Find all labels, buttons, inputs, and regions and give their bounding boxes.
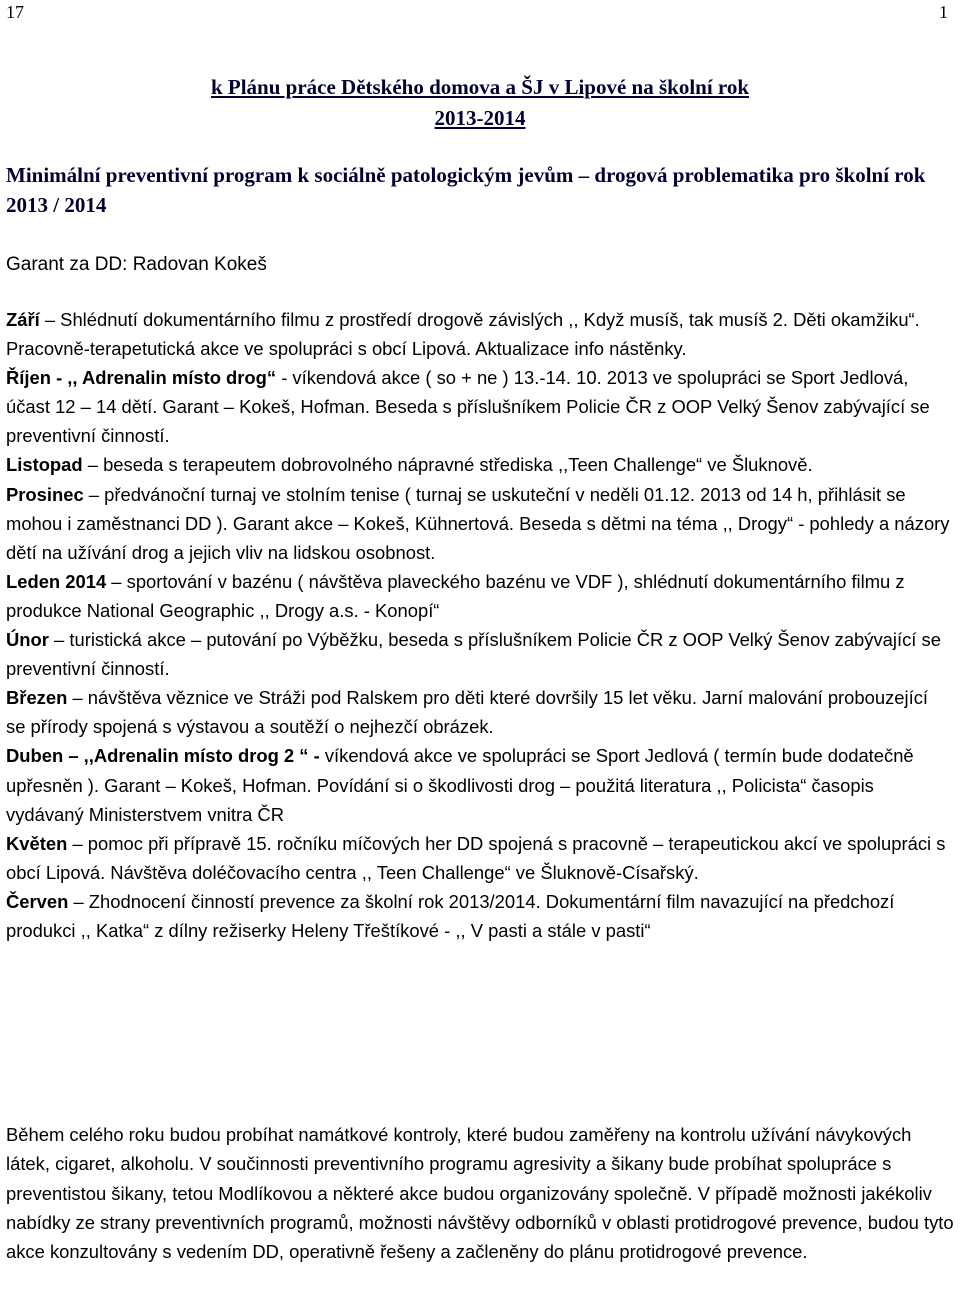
plan-entry-october <box>6 363 952 450</box>
plan-entry-april <box>6 741 952 828</box>
month-label: Leden 2014 <box>6 570 107 592</box>
month-label: Únor <box>6 629 49 651</box>
entry-text: – předvánoční turnaj ve stolním tenise ( turnaj se uskuteční v neděli 01.12. 2013 od 14 h, přihlásit se mohou i zaměstnanci DD ). Garant akce – Kokeš, Kühnertová. Beseda s dětmi na téma ,, Drogy“ - pohledy a názory dětí na užívání drog a jejich vliv na lidskou osobnost. <box>6 483 950 563</box>
month-label: Listopad <box>6 454 83 476</box>
entry-text: – návštěva věznice ve Stráži pod Ralskem pro děti které dovršily 15 let věku. Jarní malování probouzející se přírody spojená s výstavou a soutěží o nejhezčí obrázek. <box>6 687 929 738</box>
title-line-1: k Plánu práce Dětského domova a ŠJ v Lipové na školní rok <box>210 75 750 99</box>
title-line-2: 2013-2014 <box>434 106 526 130</box>
page-number-left: 17 <box>6 2 24 22</box>
entry-text: - víkendová akce ( so + ne ) 13.-14. 10. 2013 ve spolupráci se Sport Jedlová, účast 12 – 14 dětí. Garant – Kokeš, Hofman. Beseda s příslušníkem Policie ČR z OOP Velký Šenov zabývající se preventivní činností. <box>6 367 930 447</box>
month-label: Prosinec <box>6 483 84 505</box>
plan-entry-december <box>6 480 952 567</box>
month-label: Červen <box>6 890 69 912</box>
garant-line: Garant za DD: Radovan Kokeš <box>6 254 267 275</box>
entry-text: – Zhodnocení činností prevence za školní rok 2013/2014. Dokumentární film navazující na předchozí produkci ,, Katka“ z dílny režiserky Heleny Třeštíkové - ,, V pasti a stále v pasti“ <box>6 890 895 941</box>
closing-paragraph <box>6 1120 954 1266</box>
entry-text: – beseda s terapeutem dobrovolného nápravné střediska ,,Teen Challenge“ ve Šluknově. <box>82 454 813 476</box>
entry-text: víkendová akce ve spolupráci se Sport Jedlová ( termín bude dodatečně upřesněn ). Garant – Kokeš, Hofman. Povídání si o škodlivosti drog – použitá literatura ,, Policista“ časopis vydávaný Ministerstvem vnitra ČR <box>6 745 914 825</box>
plan-entry-january <box>6 567 952 625</box>
plan-entry-may <box>6 829 952 887</box>
month-label: Říjen - ,, Adrenalin místo drog“ <box>6 367 277 389</box>
plan-entry-march <box>6 683 952 741</box>
month-label: Květen <box>6 832 68 854</box>
plan-entry-june <box>6 887 952 945</box>
entry-text: – turistická akce – putování po Výběžku, beseda s příslušníkem Policie ČR z OOP Velký Šenov zabývající se preventivní činností. <box>6 629 941 680</box>
closing-text: Během celého roku budou probíhat namátkové kontroly, které budou zaměřeny na kontrolu užívání návykových látek, cigaret, alkoholu. V součinnosti preventivního programu agresivity a šikany bude probíhat spolupráce s preventistou šikany, tetou Modlíkovou a některé akce budou organizovány společně. V případě možnosti jakékoliv nabídky ze strany preventivních programů, možnosti návštěvy odborníků v oblasti protidrogové prevence, budou tyto akce konzultovány s vedením DD, operativně řešeny a začleněny do plánu protidrogové prevence. <box>6 1124 954 1263</box>
plan-entry-september <box>6 305 952 363</box>
plan-entry-february <box>6 625 952 683</box>
month-label: Září <box>6 309 40 330</box>
monthly-plan <box>6 305 952 945</box>
document-title <box>0 72 960 134</box>
month-label: Březen <box>6 687 68 709</box>
month-label: Duben – ,,Adrenalin místo drog 2 “ - <box>6 745 320 767</box>
program-heading: Minimální preventivní program k sociálně patologickým jevům – drogová problematika pro školní rok 2013 / 2014 <box>6 163 926 217</box>
entry-text: – sportování v bazénu ( návštěva plaveckého bazénu ve VDF ), shlédnutí dokumentárního filmu z produkce National Geographic ,, Drogy a.s. - Konopí“ <box>6 570 905 621</box>
entry-text: – Shlédnutí dokumentárního filmu z prostředí drogově závislých ,, Když musíš, tak musíš 2. Děti okamžiku“. Pracovně-terapetutická akce ve spolupráci s obcí Lipová. Aktualizace info nástěnky. <box>6 309 920 360</box>
entry-text: – pomoc při přípravě 15. ročníku míčových her DD spojená s pracovně – terapeutickou akcí ve spolupráci s obcí Lipová. Návštěva doléčovacího centra ,, Teen Challenge“ ve Šluknově-Císařský. <box>6 832 946 883</box>
page-number-right: 1 <box>939 2 948 22</box>
plan-entry-november <box>6 450 952 479</box>
